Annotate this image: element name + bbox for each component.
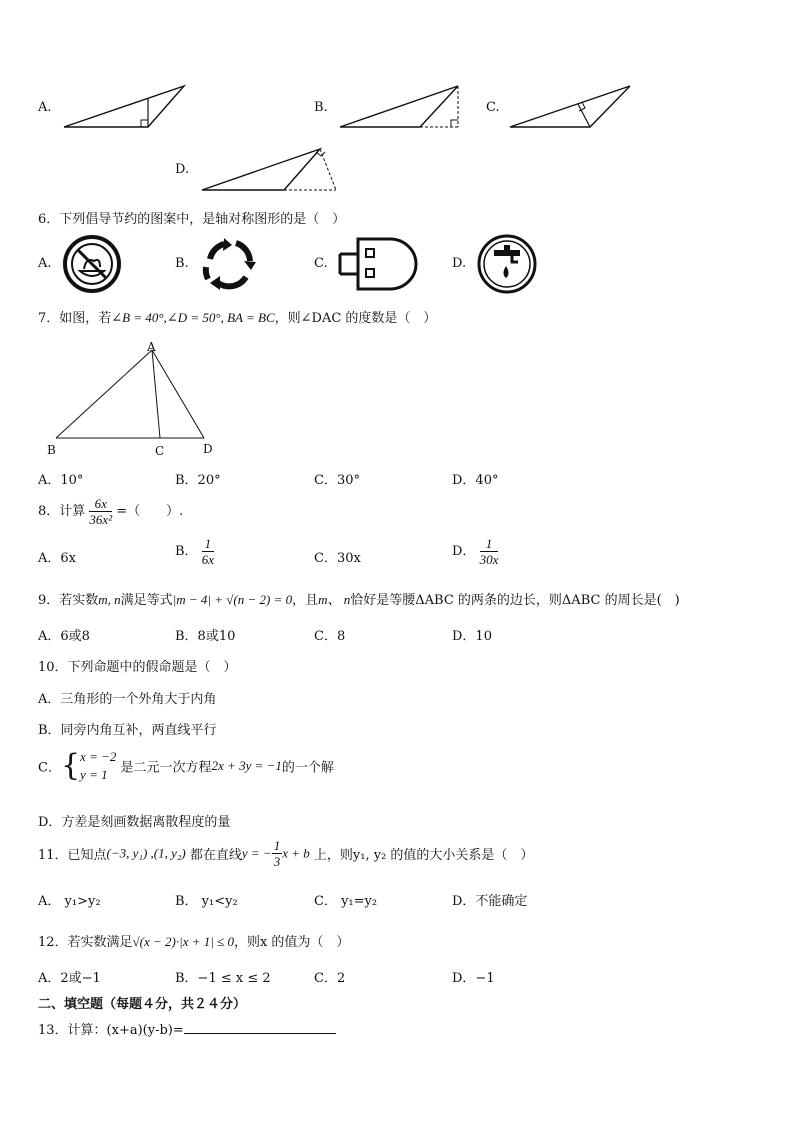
q7-option-c: C．30° bbox=[314, 473, 360, 488]
q10-option-c: C．{ x = −2 y = 1 是二元一次方程2x + 3y = −1的一个解 bbox=[38, 748, 334, 783]
q12-condition: √(x − 2)·|x + 1| ≤ 0 bbox=[132, 934, 234, 949]
q6-option-d-label: D. bbox=[452, 256, 467, 271]
section-title: 二、填空题（每题４分，共２４分） bbox=[38, 997, 247, 1012]
q12-question: 12．若实数满足√(x − 2)·|x + 1| ≤ 0，则x 的值为（ ） bbox=[38, 934, 350, 950]
q7-option-a: A．10° bbox=[38, 473, 84, 488]
q11-option-a: A． y₁>y₂ bbox=[38, 894, 101, 909]
q5-option-a-label: A. bbox=[38, 100, 52, 115]
q8-option-c: C．30x bbox=[314, 551, 361, 566]
q9-option-b: B．8或10 bbox=[175, 629, 236, 644]
q12-option-a: A．2或−1 bbox=[38, 971, 101, 986]
q9-question: 9．若实数m, n满足等式|m − 4| + √(n − 2) = 0，且m、 n恰好是等腰ΔABC 的两条的边长，则ΔABC 的周长是( ) bbox=[38, 592, 680, 608]
q13-answer-blank[interactable] bbox=[184, 1021, 336, 1034]
q8-option-b: B． $\frac{1}{6x}$ bbox=[175, 536, 214, 567]
q6-question-text: 6．下列倡导节约的图案中，是轴对称图形的是（ ） bbox=[38, 212, 346, 227]
q9-equation: |m − 4| + √(n − 2) = 0 bbox=[172, 592, 293, 607]
q7-triangle-figure bbox=[44, 338, 224, 460]
q8-prefix: 8．计算 bbox=[38, 504, 86, 519]
q8-question bbox=[38, 496, 183, 527]
q8-option-a: A．6x bbox=[38, 551, 76, 566]
q5-option-c-label: C. bbox=[486, 100, 500, 115]
q6-option-b-label: B. bbox=[175, 256, 189, 271]
q6-option-c-label: C. bbox=[314, 256, 328, 271]
q7-suffix: ，则∠DAC 的度数是（ ） bbox=[274, 311, 437, 326]
power-plug-icon bbox=[338, 237, 420, 291]
q7-point-c: C bbox=[155, 444, 165, 458]
q8-fraction: $\frac{6x}{\text{36x²}}$ bbox=[89, 496, 113, 527]
q7-question bbox=[38, 307, 436, 326]
q5-option-c-figure bbox=[508, 84, 633, 130]
q9-option-c: C．8 bbox=[314, 629, 346, 644]
q9-option-d: D．10 bbox=[452, 629, 492, 644]
q8-option-d: D． $\frac{1}{30x}$ bbox=[452, 536, 499, 567]
q12-option-c: C．2 bbox=[314, 971, 346, 986]
q6-option-a-label: A. bbox=[38, 256, 52, 271]
q5-option-b-label: B. bbox=[314, 100, 328, 115]
q7-point-b: B bbox=[47, 443, 56, 457]
q8-suffix: =（ ）. bbox=[116, 504, 184, 519]
q5-option-d-figure bbox=[200, 146, 340, 194]
q12-option-b: B．−1 ≤ x ≤ 2 bbox=[175, 971, 271, 986]
q5-option-b-figure bbox=[338, 84, 463, 130]
q11-option-b: B． y₁<y₂ bbox=[175, 894, 238, 909]
q7-prefix: 7．如图，若 bbox=[38, 311, 112, 326]
q11-option-c: C． y₁=y₂ bbox=[314, 894, 378, 909]
q7-option-d: D．40° bbox=[452, 473, 499, 488]
q10-option-a: A．三角形的一个外角大于内角 bbox=[38, 692, 217, 707]
water-tap-icon bbox=[476, 234, 538, 294]
q9-option-a: A．6或8 bbox=[38, 629, 90, 644]
q10-question-text: 10．下列命题中的假命题是（ ） bbox=[38, 660, 237, 675]
q11-question: 11．已知点(−3, y₁) ,(1, y₂) 都在直线y = − $\frac{1}{3}$ x + b 上，则y₁, y₂ 的值的大小关系是（ ） bbox=[38, 838, 534, 869]
q5-option-d-label: D. bbox=[175, 162, 190, 177]
q13-question: 13．计算：(x+a)(y-b)= bbox=[38, 1019, 336, 1038]
q7-point-a: A bbox=[147, 340, 156, 354]
q10-option-b: B．同旁内角互补，两直线平行 bbox=[38, 723, 217, 738]
q5-option-a-figure bbox=[62, 84, 187, 130]
q7-option-b: B．20° bbox=[175, 473, 221, 488]
q11-option-d: D．不能确定 bbox=[452, 894, 528, 909]
recycle-arrows-icon bbox=[198, 235, 260, 293]
q7-conditions: ∠B = 40°,∠D = 50°, BA = BC bbox=[111, 310, 275, 325]
q12-option-d: D．−1 bbox=[452, 971, 495, 986]
no-smoking-bowl-icon bbox=[62, 235, 122, 293]
q7-point-d: D bbox=[203, 442, 213, 456]
q10-option-d: D．方差是刻画数据离散程度的量 bbox=[38, 815, 231, 830]
